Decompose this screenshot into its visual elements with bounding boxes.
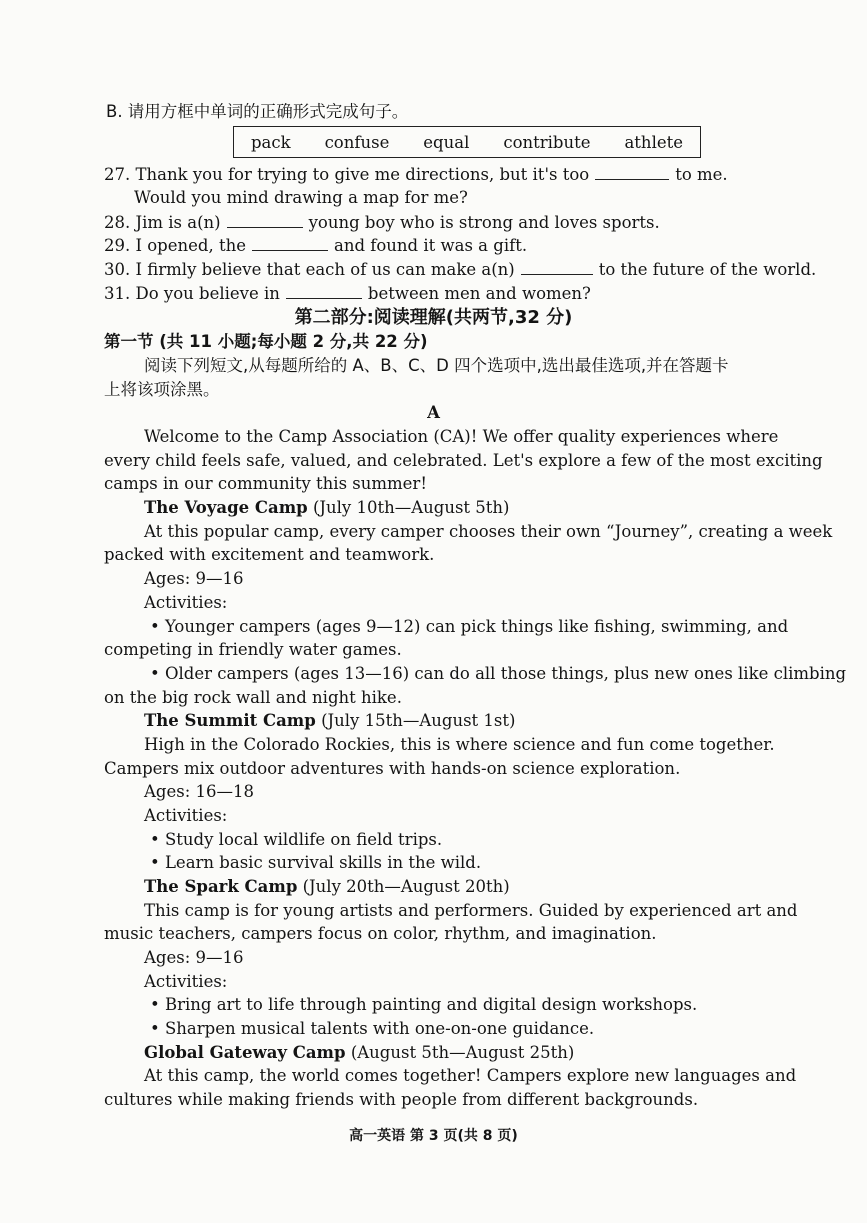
voyage-bullet-1: • Younger campers (ages 9—12) can pick things like fishing, swimming, and <box>150 617 789 636</box>
reading-instruction-line-1: 阅读下列短文,从每题所给的 A、B、C、D 四个选项中,选出最佳选项,并在答题卡 <box>144 356 729 375</box>
page-footer: 高一英语 第 3 页(共 8 页) <box>349 1128 518 1144</box>
global-desc-2: cultures while making friends with people from different backgrounds. <box>104 1090 699 1109</box>
intro-line-2: every child feels safe, valued, and celebrated. Let's explore a few of the most exciting <box>104 451 823 470</box>
reading-instruction-line-2: 上将该项涂黑。 <box>104 380 220 399</box>
summit-desc-1: High in the Colorado Rockies, this is where science and fun come together. <box>144 735 775 754</box>
question-27: 27. Thank you for trying to give me directions, but it's too to me. <box>104 165 728 184</box>
spark-bullet-1: • Bring art to life through painting and digital design workshops. <box>150 995 698 1014</box>
spark-camp-heading: The Spark Camp (July 20th—August 20th) <box>144 877 510 896</box>
global-camp-heading: Global Gateway Camp (August 5th—August 25th) <box>144 1043 575 1062</box>
voyage-desc-2: packed with excitement and teamwork. <box>104 545 435 564</box>
voyage-bullet-2-cont: on the big rock wall and night hike. <box>104 688 402 707</box>
spark-desc-2: music teachers, campers focus on color, rhythm, and imagination. <box>104 924 657 943</box>
summit-ages: Ages: 16—18 <box>144 782 255 801</box>
part-two-title: 第二部分:阅读理解(共两节,32 分) <box>294 307 573 328</box>
voyage-desc-1: At this popular camp, every camper chooses their own “Journey”, creating a week <box>144 522 833 541</box>
spark-ages: Ages: 9—16 <box>144 948 244 967</box>
word-box <box>233 126 701 158</box>
spark-desc-1: This camp is for young artists and performers. Guided by experienced art and <box>144 901 798 920</box>
voyage-bullet-2: • Older campers (ages 13—16) can do all those things, plus new ones like climbing <box>150 664 847 683</box>
answer-blank <box>252 234 328 251</box>
voyage-camp-heading: The Voyage Camp (July 10th—August 5th) <box>144 498 510 517</box>
question-31: 31. Do you believe in between men and women? <box>104 284 591 303</box>
voyage-bullet-1-cont: competing in friendly water games. <box>104 640 402 659</box>
section-b-instruction: B. 请用方框中单词的正确形式完成句子。 <box>106 102 409 121</box>
word-box-item: contribute <box>503 132 591 152</box>
spark-bullet-2: • Sharpen musical talents with one-on-one guidance. <box>150 1019 595 1038</box>
summit-bullet-2: • Learn basic survival skills in the wild. <box>150 853 482 872</box>
answer-blank <box>227 211 303 228</box>
spark-activities-label: Activities: <box>144 972 228 991</box>
intro-line-3: camps in our community this summer! <box>104 474 427 493</box>
answer-blank <box>286 282 362 299</box>
summit-camp-heading: The Summit Camp (July 15th—August 1st) <box>144 711 516 730</box>
question-28: 28. Jim is a(n) young boy who is strong and loves sports. <box>104 213 660 232</box>
intro-line-1: Welcome to the Camp Association (CA)! We offer quality experiences where <box>144 427 779 446</box>
word-box-item: athlete <box>624 132 684 152</box>
word-box-item: pack <box>250 132 291 152</box>
question-29: 29. I opened, the and found it was a gift. <box>104 236 528 255</box>
answer-blank <box>521 258 593 275</box>
summit-desc-2: Campers mix outdoor adventures with hands-on science exploration. <box>104 759 681 778</box>
summit-bullet-1: • Study local wildlife on field trips. <box>150 830 443 849</box>
voyage-activities-label: Activities: <box>144 593 228 612</box>
global-desc-1: At this camp, the world comes together! Campers explore new languages and <box>144 1066 797 1085</box>
section-one-title: 第一节 (共 11 小题;每小题 2 分,共 22 分) <box>104 332 428 351</box>
question-30: 30. I firmly believe that each of us can make a(n) to the future of the world. <box>104 260 817 279</box>
word-box-item: equal <box>423 132 470 152</box>
answer-blank <box>595 163 669 180</box>
passage-label: A <box>427 403 440 422</box>
summit-activities-label: Activities: <box>144 806 228 825</box>
question-27-cont: Would you mind drawing a map for me? <box>134 188 468 207</box>
word-box-item: confuse <box>324 132 390 152</box>
voyage-ages: Ages: 9—16 <box>144 569 244 588</box>
